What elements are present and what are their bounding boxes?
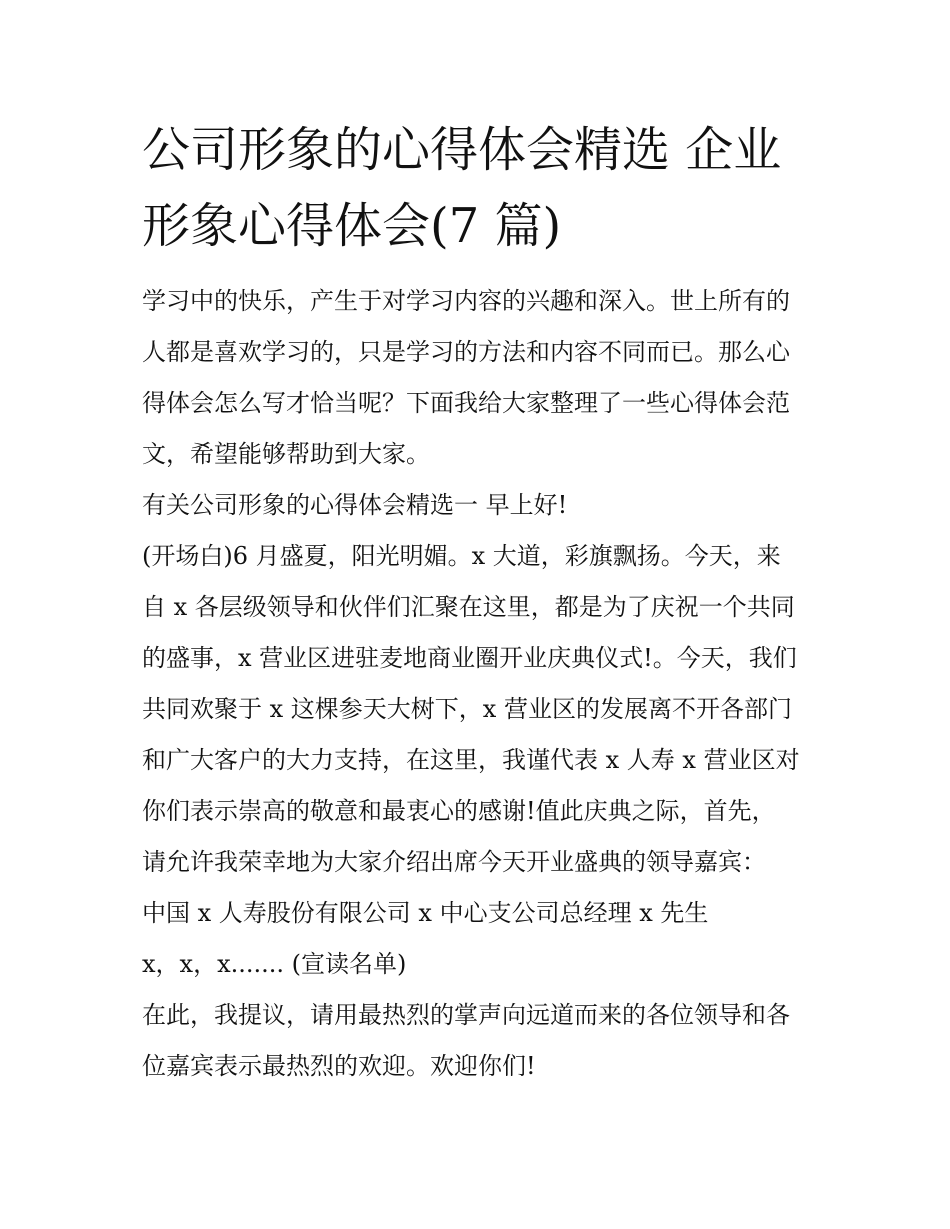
text-line-7: 自 x 各层级领导和伙伴们汇聚在这里，都是为了庆祝一个共同 — [142, 593, 795, 621]
text-line-13: 中国 x 人寿股份有限公司 x 中心支公司总经理 x 先生 — [142, 899, 709, 927]
text-line-16: 位嘉宾表示最热烈的欢迎。欢迎你们! — [142, 1052, 536, 1080]
text-line-3: 得体会怎么写才恰当呢？下面我给大家整理了一些心得体会范 — [142, 389, 790, 417]
title-line-2: 形象心得体会(7 篇) — [142, 198, 562, 254]
text-line-11: 你们表示崇高的敬意和最衷心的感谢!值此庆典之际，首先， — [142, 797, 776, 825]
text-line-6: (开场白)6 月盛夏，阳光明媚。x 大道，彩旗飘扬。今天，来 — [142, 542, 781, 570]
text-line-10: 和广大客户的大力支持，在这里，我谨代表 x 人寿 x 营业区对 — [142, 746, 800, 774]
section-heading-line: 有关公司形象的心得体会精选一 早上好! — [142, 491, 568, 519]
document-title — [142, 112, 822, 264]
text-line-4: 文，希望能够帮助到大家。 — [142, 440, 430, 468]
text-line-14: x，x，x....... (宣读名单) — [142, 950, 407, 978]
text-line-9: 共同欢聚于 x 这棵参天大树下，x 营业区的发展离不开各部门 — [142, 695, 792, 723]
text-line-8: 的盛事，x 营业区进驻麦地商业圈开业庆典仪式!。今天，我们 — [142, 644, 797, 672]
text-line-15: 在此，我提议，请用最热烈的掌声向远道而来的各位领导和各 — [142, 1001, 790, 1029]
text-line-12: 请允许我荣幸地为大家介绍出席今天开业盛典的领导嘉宾： — [142, 848, 766, 876]
text-line-1: 学习中的快乐，产生于对学习内容的兴趣和深入。世上所有的 — [142, 287, 790, 315]
document-body — [142, 276, 818, 1092]
text-line-2: 人都是喜欢学习的，只是学习的方法和内容不同而已。那么心 — [142, 338, 790, 366]
title-line-1: 公司形象的心得体会精选 企业 — [142, 122, 782, 178]
